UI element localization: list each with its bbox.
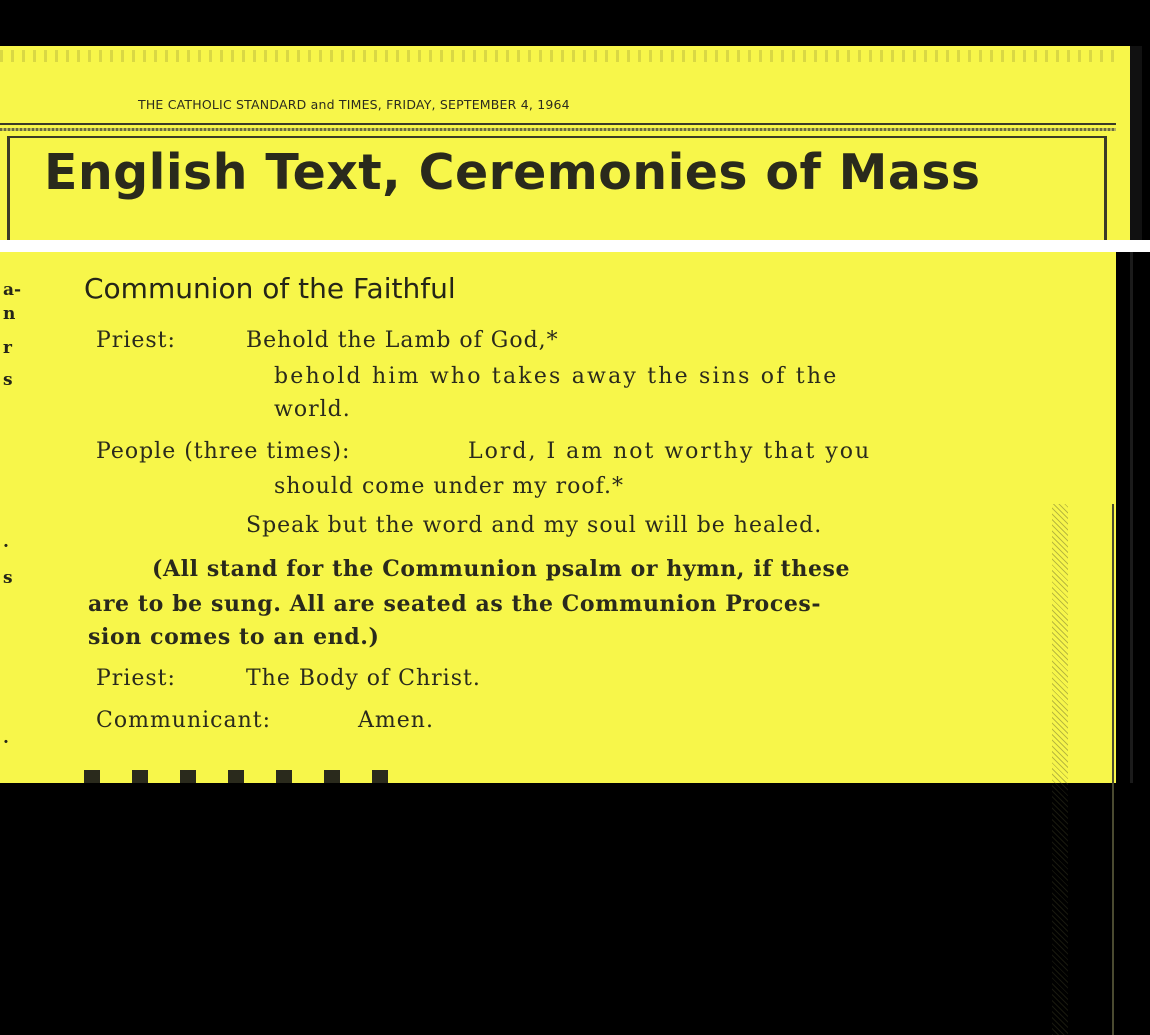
margin-fragment: n [3, 304, 16, 324]
speaker-label: Priest: [96, 328, 176, 353]
margin-fragment: . [3, 532, 9, 552]
margin-fragment: r [3, 338, 12, 358]
text-line: world. [274, 397, 351, 422]
column-rule [1112, 504, 1114, 1035]
text-line: should come under my roof.* [274, 474, 625, 499]
header-rule [0, 123, 1116, 125]
header-clipping [0, 46, 1130, 240]
rubric-line: (All stand for the Communion psalm or hymn, if these [152, 556, 851, 582]
text-line: behold him who takes away the sins of the [274, 364, 839, 389]
headline-box-left [7, 136, 10, 240]
text-line: Behold the Lamb of God,* [246, 328, 559, 353]
text-line: The Body of Christ. [246, 666, 481, 691]
print-specks [0, 50, 1120, 62]
margin-fragment: . [3, 728, 9, 748]
headline-box-right [1104, 136, 1107, 240]
clipping-gap [0, 240, 1150, 252]
right-dark-border [1116, 252, 1150, 783]
header-rule-dotted [0, 128, 1116, 131]
margin-fragment: s [3, 370, 13, 390]
right-edge-rule [1130, 252, 1133, 783]
headline: English Text, Ceremonies of Mass [44, 144, 981, 201]
dateline: THE CATHOLIC STANDARD and TIMES, FRIDAY, SEPTEMBER 4, 1964 [138, 97, 570, 112]
cropped-next-heading [84, 770, 414, 783]
column-hatch [1052, 504, 1068, 1035]
speaker-label: Priest: [96, 666, 176, 691]
rubric-line: sion comes to an end.) [88, 624, 380, 650]
section-title: Communion of the Faithful [84, 272, 456, 305]
headline-box-top [7, 136, 1107, 138]
margin-fragment: s [3, 568, 13, 588]
speaker-label: Communicant: [96, 708, 272, 733]
margin-fragment: a- [3, 280, 22, 300]
speaker-label: People (three times): [96, 439, 351, 464]
top-black-border [0, 0, 1150, 46]
text-line: Lord, I am not worthy that you [468, 439, 872, 464]
text-line: Speak but the word and my soul will be healed. [246, 513, 823, 538]
rubric-line: are to be sung. All are seated as the Communion Proces- [88, 591, 822, 617]
body-clipping [0, 252, 1116, 783]
text-line: Amen. [358, 708, 434, 733]
